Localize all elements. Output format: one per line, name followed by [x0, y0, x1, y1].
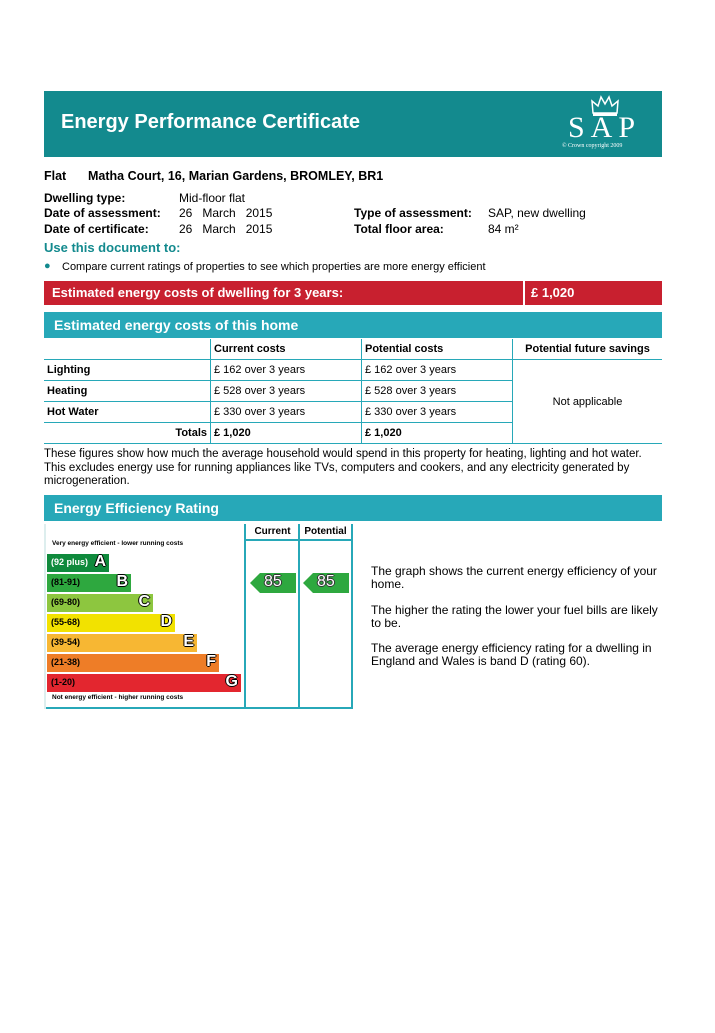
chart-divider-left — [244, 524, 246, 709]
band-range-label: (39-54) — [51, 637, 81, 647]
rating-section-header — [44, 495, 662, 521]
totals-potential: £ 1,020 — [362, 423, 513, 444]
current-rating-value: 85 — [264, 573, 282, 590]
costs-section-header — [44, 312, 662, 338]
band-letter: A — [94, 553, 106, 570]
band-letter: B — [116, 573, 128, 590]
band-range-label: (81-91) — [51, 577, 81, 587]
band-letter: F — [206, 653, 216, 670]
heating-potential: £ 528 over 3 years — [362, 381, 513, 402]
rating-band-d — [47, 614, 175, 632]
band-range-label: (69-80) — [51, 597, 81, 607]
band-range-label: (55-68) — [51, 617, 81, 627]
band-letter: G — [225, 673, 238, 690]
certificate-date-label: Date of certificate: — [44, 222, 149, 236]
potential-rating-arrow — [303, 573, 349, 593]
property-address: Matha Court, 16, Marian Gardens, BROMLEY, BR1 — [88, 169, 384, 183]
copyright-text: © Crown copyright 2009 — [562, 143, 623, 149]
totals-label: Totals — [44, 423, 211, 444]
column-current-header: Current — [254, 526, 291, 537]
rating-section-title: Energy Efficiency Rating — [54, 500, 219, 516]
chart-bottom-note: Not energy efficient - higher running costs — [52, 694, 184, 701]
rating-band-g — [47, 674, 241, 692]
costs-note: These figures show how much the average household would spend in this property for heating, lighting and hot water. This excludes energy use for running appliances like TVs, computers and cookers, and any electricity generated by microgeneration. — [44, 448, 642, 487]
band-range-label: (92 plus) — [51, 557, 89, 567]
property-type: Flat — [44, 169, 67, 183]
dwelling-type-value: Mid-floor flat — [179, 191, 246, 205]
rating-band-e — [47, 634, 197, 652]
table-header-current: Current costs — [211, 339, 362, 360]
chart-top-note: Very energy efficient - lower running costs — [52, 540, 184, 547]
table-row — [44, 360, 662, 381]
dwelling-type-label: Dwelling type: — [44, 191, 126, 205]
estimated-cost-label: Estimated energy costs of dwelling for 3 years: — [52, 285, 344, 300]
chart-bottom-border — [44, 707, 353, 709]
table-header-potential: Potential costs — [362, 339, 513, 360]
sap-logo — [562, 95, 648, 153]
costs-section-title: Estimated energy costs of this home — [54, 317, 299, 333]
rating-band-a — [47, 554, 109, 572]
floor-area-value: 84 m² — [488, 222, 519, 236]
row-label-hot-water: Hot Water — [44, 402, 211, 423]
band-letter: C — [138, 593, 150, 610]
sap-logo-text: SAP — [568, 111, 642, 144]
row-label-lighting: Lighting — [44, 360, 211, 381]
assessment-type-label: Type of assessment: — [354, 206, 472, 220]
totals-current: £ 1,020 — [211, 423, 362, 444]
chart-divider-mid — [298, 524, 300, 709]
estimated-cost-value: £ 1,020 — [531, 285, 575, 300]
band-range-label: (21-38) — [51, 657, 81, 667]
page-title: Energy Performance Certificate — [61, 111, 361, 133]
band-letter: D — [160, 613, 172, 630]
chart-divider-right — [351, 524, 353, 709]
band-letter: E — [183, 633, 194, 650]
rating-text-3: The average energy efficiency rating for a dwelling in England and Wales is band D (rating 60). — [371, 641, 652, 668]
energy-costs-table — [44, 339, 662, 444]
certificate-date-value: 26 March 2015 — [179, 222, 273, 236]
savings-value: Not applicable — [513, 360, 663, 444]
table-header-blank — [44, 339, 211, 360]
lighting-current: £ 162 over 3 years — [211, 360, 362, 381]
efficiency-rating-chart — [44, 524, 354, 708]
rating-text-2: The higher the rating the lower your fuel bills are likely to be. — [371, 603, 658, 630]
divider — [523, 281, 525, 305]
table-header-savings: Potential future savings — [513, 339, 663, 360]
bullet-icon: ● — [44, 260, 51, 272]
chart-left-border — [44, 524, 46, 709]
rating-band-f — [47, 654, 219, 672]
rating-text-1: The graph shows the current energy efficiency of your home. — [371, 564, 657, 591]
rating-band-c — [47, 594, 153, 612]
hot-water-potential: £ 330 over 3 years — [362, 402, 513, 423]
assessment-date-value: 26 March 2015 — [179, 206, 273, 220]
estimated-cost-bar — [44, 281, 662, 305]
potential-rating-value: 85 — [317, 573, 335, 590]
chart-header-line — [244, 539, 353, 541]
column-potential-header: Potential — [304, 526, 347, 537]
row-label-heating: Heating — [44, 381, 211, 402]
current-rating-arrow — [250, 573, 296, 593]
lighting-potential: £ 162 over 3 years — [362, 360, 513, 381]
floor-area-label: Total floor area: — [354, 222, 444, 236]
heating-current: £ 528 over 3 years — [211, 381, 362, 402]
band-range-label: (1-20) — [51, 677, 76, 687]
rating-band-b — [47, 574, 131, 592]
header-banner — [44, 91, 662, 157]
table-header-row — [44, 339, 662, 360]
assessment-date-label: Date of assessment: — [44, 206, 161, 220]
use-document-bullet: Compare current ratings of properties to see which properties are more energy efficient — [62, 261, 486, 273]
use-document-heading: Use this document to: — [44, 240, 181, 255]
assessment-type-value: SAP, new dwelling — [488, 206, 586, 220]
hot-water-current: £ 330 over 3 years — [211, 402, 362, 423]
